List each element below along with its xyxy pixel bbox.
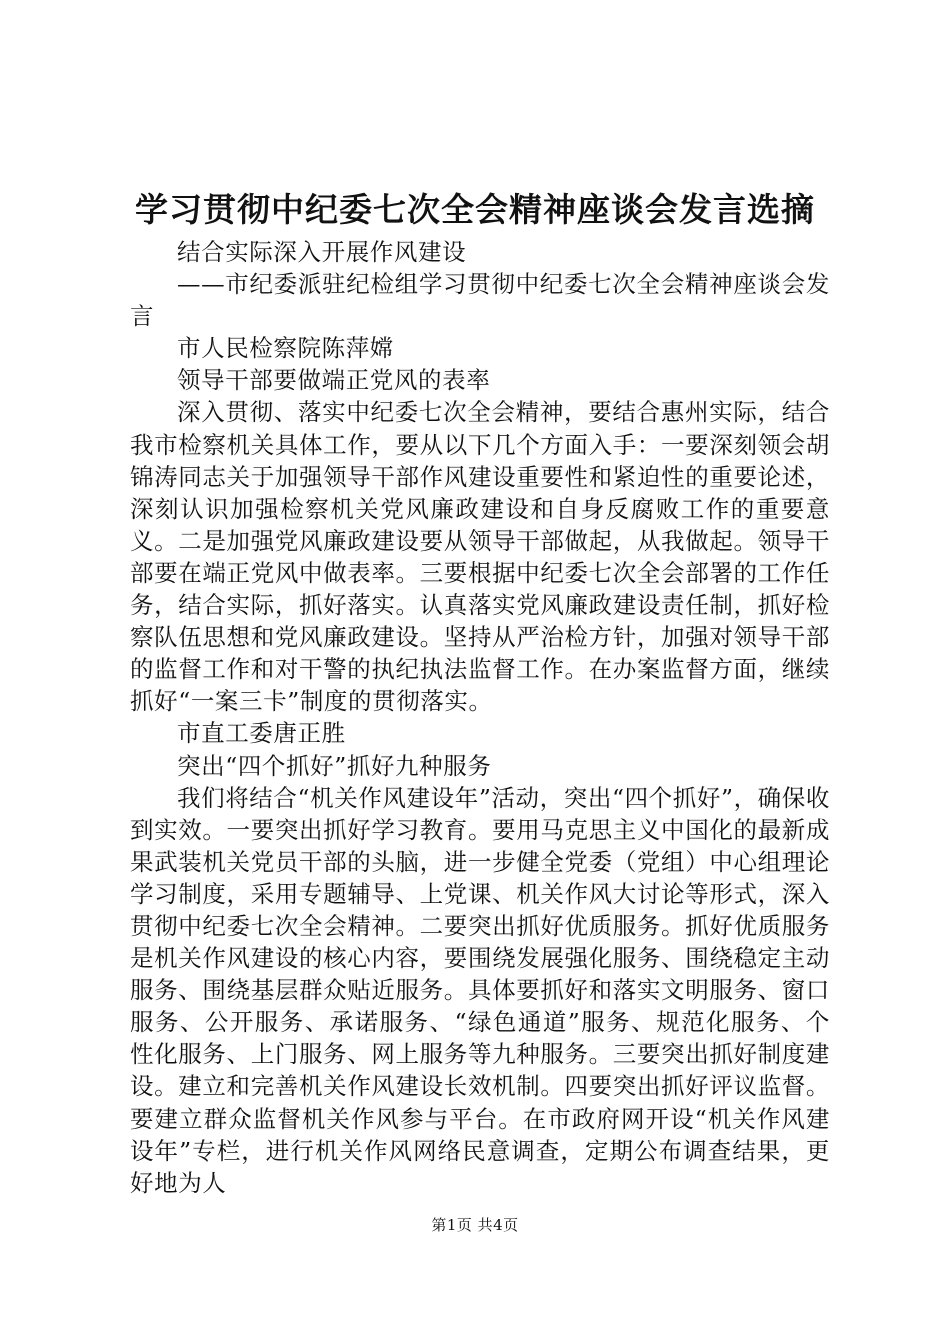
paragraph-speaker-2: 市直工委唐正胜 (177, 719, 346, 748)
page-number-footer: 第1页 共4页 (431, 1216, 519, 1234)
document-title: 学习贯彻中纪委七次全会精神座谈会发言选摘 (135, 190, 815, 229)
paragraph-subtitle: ——市纪委派驻纪检组学习贯彻中纪委七次全会精神座谈会发言 (130, 270, 830, 331)
paragraph-body-2: 我们将结合“机关作风建设年”活动，突出“四个抓好”，确保收到实效。一要突出抓好学习教育。要用马克思主义中国化的最新成果武装机关党员干部的头脑，进一步健全党委（党组）中心组理论学习制度，采用专题辅导、上党课、机关作风大讨论等形式，深入贯彻中纪委七次全会精神。二要突出抓好优质服务。抓好优质服务是机关作风建设的核心内容，要围绕发展强化服务、围绕稳定主动服务、围绕基层群众贴近服务。具体要抓好和落实文明服务、窗口服务、公开服务、承诺服务、“绿色通道”服务、规范化服务、个性化服务、上门服务、网上服务等九种服务。三要突出抓好制度建设。建立和完善机关作风建设长效机制。四要突出抓好评议监督。要建立群众监督机关作风参与平台。在市政府网开设“机关作风建设年”专栏，进行机关作风网络民意调查，定期公布调查结果，更好地为人 (130, 783, 830, 1197)
paragraph-body-1: 深入贯彻、落实中纪委七次全会精神，要结合惠州实际，结合我市检察机关具体工作，要从以下几个方面入手：一要深刻领会胡锦涛同志关于加强领导干部作风建设重要性和紧迫性的重要论述，深刻认识加强检察机关党风廉政建设和自身反腐败工作的重要意义。二是加强党风廉政建设要从领导干部做起，从我做起。领导干部要在端正党风中做表率。三要根据中纪委七次全会部署的工作任务，结合实际，抓好落实。认真落实党风廉政建设责任制，抓好检察队伍思想和党风廉政建设。坚持从严治检方针，加强对领导干部的监督工作和对干警的执纪执法监督工作。在办案监督方面，继续抓好“一案三卡”制度的贯彻落实。 (130, 398, 830, 716)
document-body (130, 236, 830, 1199)
paragraph-heading-2: 领导干部要做端正党风的表率 (177, 366, 491, 395)
paragraph-heading-1: 结合实际深入开展作风建设 (177, 238, 467, 266)
paragraph-heading-3: 突出“四个抓好”抓好九种服务 (177, 751, 492, 780)
paragraph-speaker-1: 市人民检察院陈萍嫦 (177, 334, 394, 363)
